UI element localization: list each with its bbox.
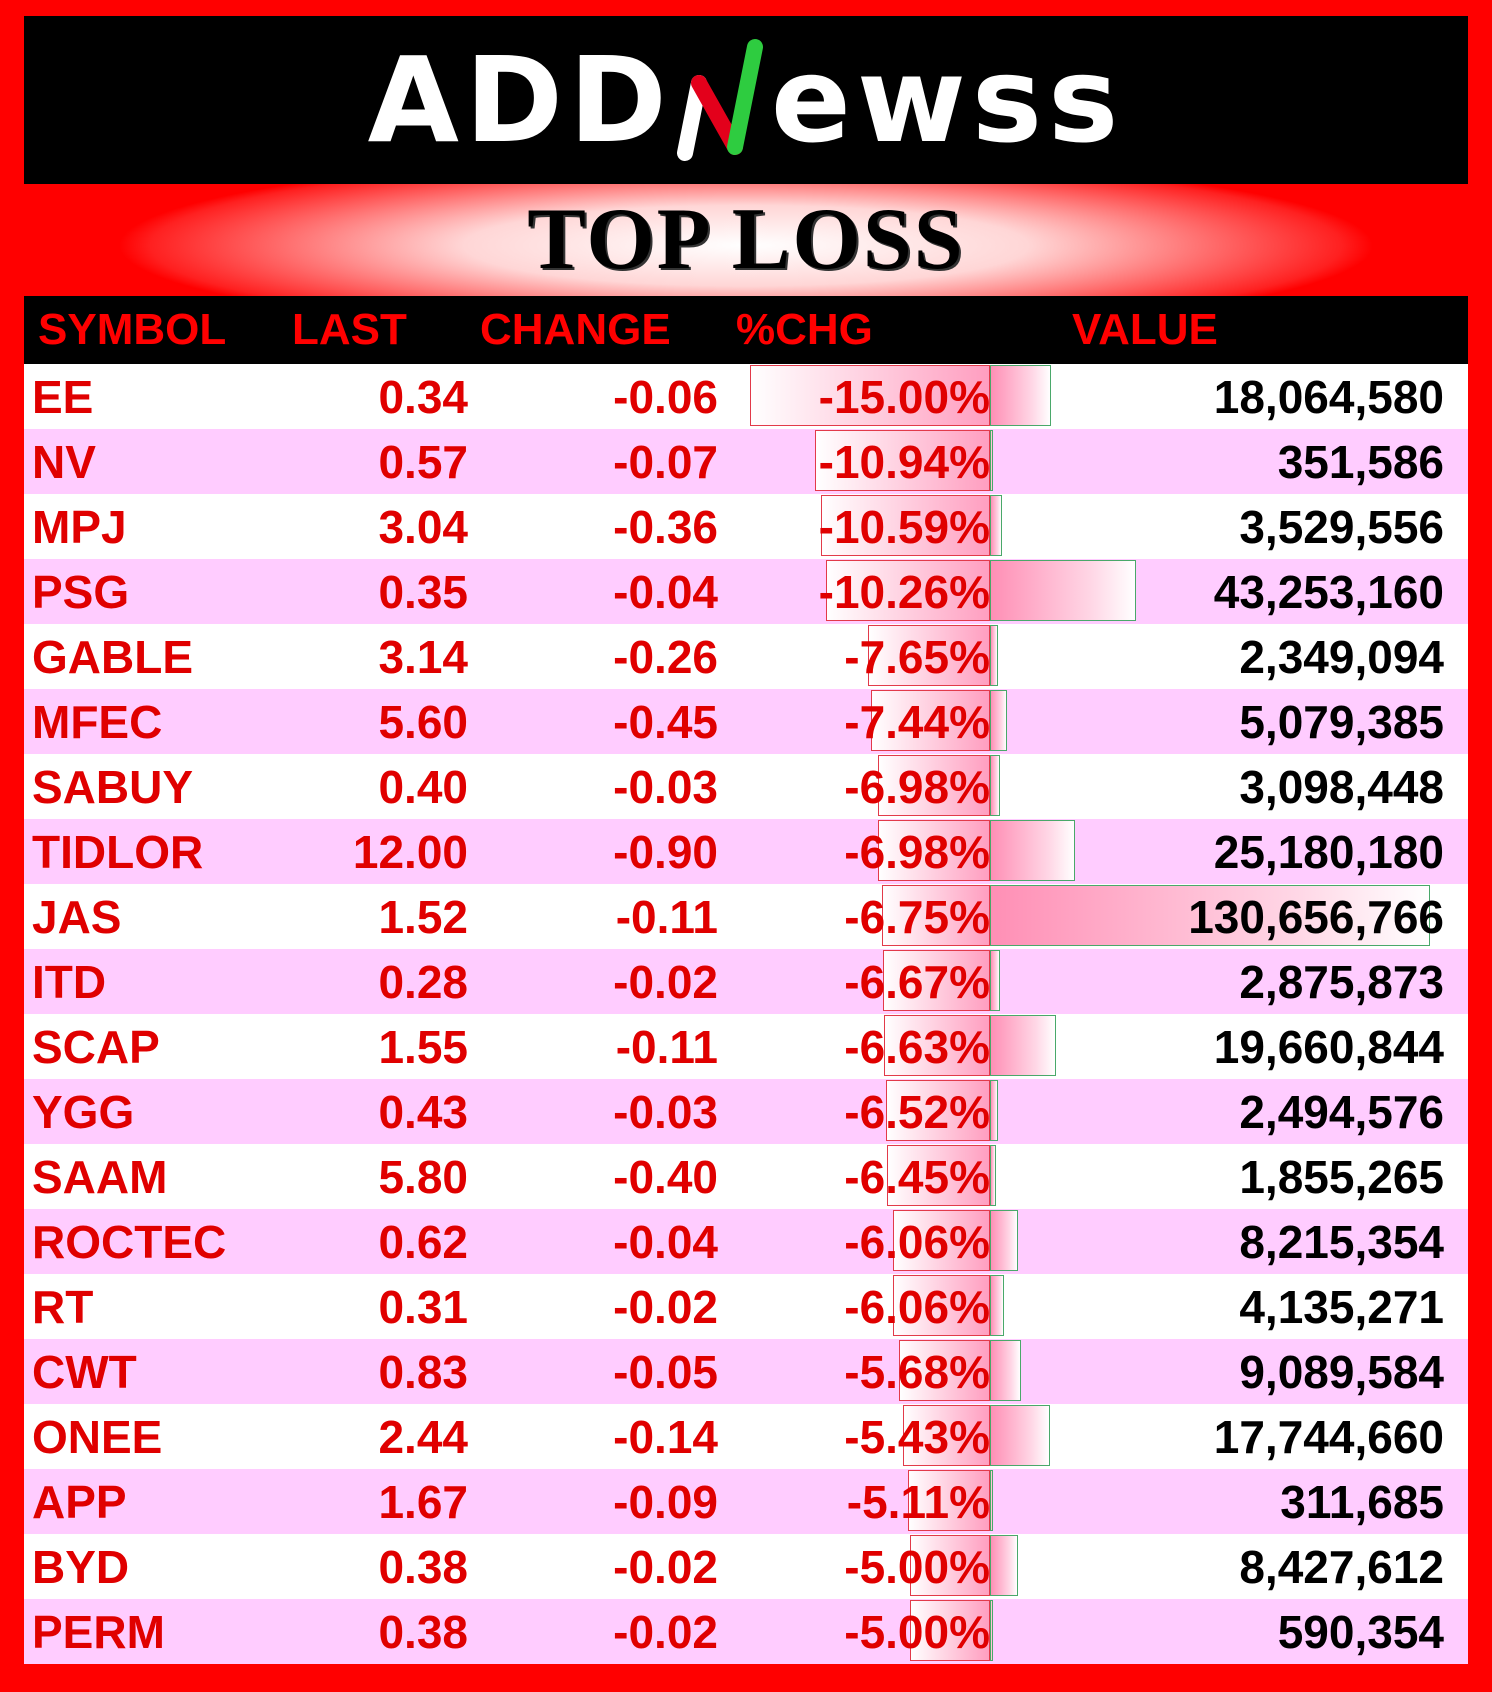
cell-pct-change: -10.59% bbox=[818, 501, 990, 553]
value-bar bbox=[990, 1210, 1018, 1271]
top-loss-table bbox=[24, 296, 1468, 1690]
table-row bbox=[24, 1534, 1468, 1599]
cell-last: 0.83 bbox=[378, 1346, 468, 1398]
cell-last: 0.43 bbox=[378, 1086, 468, 1138]
value-bar bbox=[990, 625, 998, 686]
cell-last: 5.60 bbox=[378, 696, 468, 748]
cell-pct-change: -6.45% bbox=[844, 1151, 990, 1203]
value-bar bbox=[990, 1080, 998, 1141]
cell-change: -0.02 bbox=[613, 1541, 718, 1593]
cell-symbol: CWT bbox=[32, 1346, 137, 1398]
table-row bbox=[24, 754, 1468, 819]
cell-change: -0.11 bbox=[615, 891, 718, 943]
cell-value: 1,855,265 bbox=[1239, 1151, 1444, 1203]
value-bar bbox=[990, 560, 1136, 621]
cell-last: 0.57 bbox=[378, 436, 468, 488]
table-row bbox=[24, 1404, 1468, 1469]
logo-text-part1: ADD bbox=[367, 31, 673, 169]
cell-symbol: MFEC bbox=[32, 696, 163, 748]
cell-value: 25,180,180 bbox=[1213, 826, 1444, 878]
value-bar bbox=[990, 1600, 993, 1661]
cell-change: -0.11 bbox=[615, 1021, 718, 1073]
cell-last: 1.67 bbox=[378, 1476, 468, 1528]
cell-value: 2,494,576 bbox=[1239, 1086, 1444, 1138]
cell-change: -0.02 bbox=[613, 1606, 718, 1658]
value-bar bbox=[990, 1535, 1018, 1596]
table-row bbox=[24, 1339, 1468, 1404]
cell-symbol: SAAM bbox=[32, 1151, 168, 1203]
cell-change: -0.45 bbox=[613, 696, 718, 748]
table-row bbox=[24, 949, 1468, 1014]
cell-last: 1.52 bbox=[378, 891, 468, 943]
table-row bbox=[24, 819, 1468, 884]
cell-symbol: GABLE bbox=[32, 631, 193, 683]
value-bar bbox=[990, 1145, 996, 1206]
cell-last: 0.35 bbox=[378, 566, 468, 618]
cell-value: 43,253,160 bbox=[1213, 566, 1444, 618]
header-change: CHANGE bbox=[480, 305, 671, 354]
cell-value: 8,215,354 bbox=[1239, 1216, 1444, 1268]
cell-change: -0.40 bbox=[613, 1151, 718, 1203]
cell-symbol: TIDLOR bbox=[32, 826, 204, 878]
cell-last: 0.31 bbox=[378, 1281, 468, 1333]
cell-value: 130,656,766 bbox=[1188, 891, 1444, 943]
cell-pct-change: -5.68% bbox=[844, 1346, 990, 1398]
cell-symbol: ITD bbox=[32, 956, 107, 1008]
cell-pct-change: -6.98% bbox=[844, 761, 990, 813]
cell-pct-change: -5.00% bbox=[844, 1541, 990, 1593]
cell-pct-change: -6.98% bbox=[844, 826, 990, 878]
cell-pct-change: -5.00% bbox=[844, 1606, 990, 1658]
cell-pct-change: -6.06% bbox=[844, 1281, 990, 1333]
cell-change: -0.02 bbox=[613, 1281, 718, 1333]
header-pct-change: %CHG bbox=[736, 305, 873, 354]
cell-symbol: APP bbox=[32, 1476, 127, 1528]
cell-value: 19,660,844 bbox=[1213, 1021, 1444, 1073]
cell-value: 311,685 bbox=[1280, 1476, 1444, 1528]
cell-value: 3,098,448 bbox=[1239, 761, 1444, 813]
cell-symbol: ONEE bbox=[32, 1411, 163, 1463]
cell-value: 8,427,612 bbox=[1239, 1541, 1444, 1593]
table-row bbox=[24, 1209, 1468, 1274]
cell-change: -0.05 bbox=[613, 1346, 718, 1398]
value-bar bbox=[990, 430, 993, 491]
cell-pct-change: -5.43% bbox=[844, 1411, 990, 1463]
cell-last: 0.38 bbox=[378, 1541, 468, 1593]
table-row bbox=[24, 1144, 1468, 1209]
cell-symbol: BYD bbox=[32, 1541, 130, 1593]
addnewss-logo bbox=[367, 31, 1125, 169]
cell-pct-change: -6.06% bbox=[844, 1216, 990, 1268]
cell-last: 0.34 bbox=[378, 371, 468, 423]
cell-change: -0.07 bbox=[613, 436, 718, 488]
table-row bbox=[24, 559, 1468, 624]
cell-symbol: NV bbox=[32, 436, 96, 488]
cell-change: -0.09 bbox=[613, 1476, 718, 1528]
cell-value: 2,875,873 bbox=[1239, 956, 1444, 1008]
value-bar bbox=[990, 1405, 1050, 1466]
cell-last: 0.38 bbox=[378, 1606, 468, 1658]
table-row bbox=[24, 1599, 1468, 1664]
cell-pct-change: -6.52% bbox=[844, 1086, 990, 1138]
cell-symbol: PSG bbox=[32, 566, 130, 618]
cell-last: 3.14 bbox=[378, 631, 468, 683]
cell-pct-change: -6.67% bbox=[844, 956, 990, 1008]
cell-symbol: ROCTEC bbox=[32, 1216, 227, 1268]
cell-value: 18,064,580 bbox=[1213, 371, 1444, 423]
cell-change: -0.14 bbox=[613, 1411, 718, 1463]
cell-last: 0.28 bbox=[378, 956, 468, 1008]
table-row bbox=[24, 429, 1468, 494]
cell-value: 17,744,660 bbox=[1213, 1411, 1444, 1463]
cell-change: -0.04 bbox=[613, 1216, 718, 1268]
table-row bbox=[24, 884, 1468, 949]
cell-last: 12.00 bbox=[352, 826, 468, 878]
cell-value: 351,586 bbox=[1277, 436, 1444, 488]
value-bar bbox=[990, 1275, 1004, 1336]
table-row bbox=[24, 1469, 1468, 1534]
logo-n-mark-icon bbox=[677, 35, 767, 165]
header-symbol: SYMBOL bbox=[38, 305, 227, 354]
cell-value: 2,349,094 bbox=[1239, 631, 1444, 683]
cell-pct-change: -7.44% bbox=[844, 696, 990, 748]
cell-value: 3,529,556 bbox=[1239, 501, 1444, 553]
cell-last: 0.62 bbox=[378, 1216, 468, 1268]
value-bar bbox=[990, 365, 1051, 426]
value-bar bbox=[990, 950, 1000, 1011]
cell-pct-change: -10.26% bbox=[818, 566, 990, 618]
table-row bbox=[24, 1079, 1468, 1144]
value-bar bbox=[990, 1470, 993, 1531]
cell-pct-change: -6.63% bbox=[844, 1021, 990, 1073]
cell-change: -0.06 bbox=[613, 371, 718, 423]
table-row bbox=[24, 624, 1468, 689]
value-bar bbox=[990, 755, 1000, 816]
header-value: VALUE bbox=[1072, 305, 1218, 354]
value-bar bbox=[990, 1015, 1056, 1076]
cell-value: 4,135,271 bbox=[1239, 1281, 1444, 1333]
value-bar bbox=[990, 1340, 1021, 1401]
logo-text-part2: ewss bbox=[770, 31, 1125, 169]
table-body bbox=[24, 364, 1468, 1664]
cell-pct-change: -15.00% bbox=[818, 371, 990, 423]
cell-symbol: SABUY bbox=[32, 761, 194, 813]
cell-symbol: JAS bbox=[32, 891, 122, 943]
cell-pct-change: -6.75% bbox=[844, 891, 990, 943]
cell-change: -0.02 bbox=[613, 956, 718, 1008]
cell-symbol: YGG bbox=[32, 1086, 135, 1138]
cell-symbol: MPJ bbox=[32, 501, 127, 553]
cell-last: 3.04 bbox=[378, 501, 468, 553]
cell-change: -0.36 bbox=[613, 501, 718, 553]
table-row bbox=[24, 1274, 1468, 1339]
table-row bbox=[24, 364, 1468, 429]
value-bar bbox=[990, 690, 1007, 751]
cell-last: 0.40 bbox=[378, 761, 468, 813]
cell-pct-change: -7.65% bbox=[844, 631, 990, 683]
cell-symbol: EE bbox=[32, 371, 94, 423]
cell-change: -0.26 bbox=[613, 631, 718, 683]
table-row bbox=[24, 494, 1468, 559]
cell-symbol: RT bbox=[32, 1281, 94, 1333]
table-row bbox=[24, 689, 1468, 754]
table-row bbox=[24, 1014, 1468, 1079]
page-title: TOP LOSS bbox=[527, 191, 965, 288]
cell-change: -0.04 bbox=[613, 566, 718, 618]
cell-change: -0.90 bbox=[613, 826, 718, 878]
cell-value: 5,079,385 bbox=[1239, 696, 1444, 748]
cell-change: -0.03 bbox=[613, 1086, 718, 1138]
cell-pct-change: -10.94% bbox=[818, 436, 990, 488]
title-band bbox=[0, 184, 1492, 296]
cell-last: 5.80 bbox=[378, 1151, 468, 1203]
table-header bbox=[24, 296, 1468, 364]
cell-pct-change: -5.11% bbox=[846, 1476, 990, 1528]
cell-value: 9,089,584 bbox=[1239, 1346, 1444, 1398]
logo-bar bbox=[24, 16, 1468, 184]
value-bar bbox=[990, 495, 1002, 556]
cell-value: 590,354 bbox=[1277, 1606, 1444, 1658]
header-last: LAST bbox=[292, 305, 407, 354]
cell-symbol: SCAP bbox=[32, 1021, 160, 1073]
cell-change: -0.03 bbox=[613, 761, 718, 813]
cell-last: 2.44 bbox=[378, 1411, 468, 1463]
cell-last: 1.55 bbox=[378, 1021, 468, 1073]
value-bar bbox=[990, 820, 1075, 881]
cell-symbol: PERM bbox=[32, 1606, 165, 1658]
